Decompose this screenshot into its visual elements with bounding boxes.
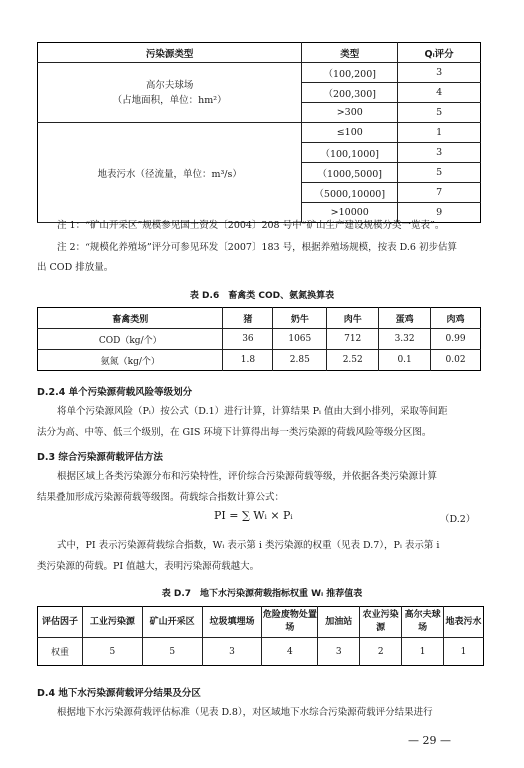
table-row <box>38 329 481 350</box>
header-cell: 矿山开采区 <box>142 607 202 638</box>
header-cell: 评估因子 <box>38 607 83 638</box>
score-cell: 3 <box>398 143 481 163</box>
header-cell: 肉牛 <box>327 308 379 329</box>
score-cell: 5 <box>398 103 481 123</box>
header-cell: 危险废物处置场 <box>262 607 318 638</box>
value-cell: 0.99 <box>431 329 481 350</box>
section-heading-d4: D.4 地下水污染源荷载评分结果及分区 <box>37 688 201 699</box>
value-cell: 0.1 <box>379 350 431 371</box>
row-label: COD（kg/个） <box>38 329 223 350</box>
paragraph-d3-line-2: 结果叠加形成污染源荷载等级图。荷载综合指数计算公式： <box>37 492 285 503</box>
value-cell: 3 <box>202 638 262 666</box>
table-row <box>38 63 481 83</box>
pollution-source-score-table <box>37 42 481 223</box>
paragraph-d24-line-1: 将单个污染源风险（Pᵢ）按公式（D.1）进行计算，计算结果 Pᵢ 值由大到小排列，采取等间距 <box>57 406 448 417</box>
header-cell: 农业污染源 <box>360 607 402 638</box>
row-label: 氨氮（kg/个） <box>38 350 223 371</box>
table-row <box>38 350 481 371</box>
table-header-row <box>38 607 484 638</box>
table-d6-caption: 表 D.6 畜禽类 COD、氨氮换算表 <box>189 291 335 301</box>
note-1: 注 1：“矿山开采区”规模参见国土资发〔2004〕208 号中“矿山生产建设规模分类一览表”。 <box>57 220 445 231</box>
score-cell: 3 <box>398 63 481 83</box>
group-surface-sewage: 地表污水（径流量，单位：m³/s） <box>38 123 302 223</box>
score-cell: 9 <box>398 203 481 223</box>
header-cell: 垃圾填埋场 <box>202 607 262 638</box>
value-cell: 712 <box>327 329 379 350</box>
value-cell: 3 <box>318 638 360 666</box>
value-cell: 1 <box>402 638 444 666</box>
header-cell: 畜禽类别 <box>38 308 223 329</box>
formula-number: （D.2） <box>440 514 476 525</box>
value-cell: 1 <box>444 638 484 666</box>
table-row <box>38 123 481 143</box>
value-cell: 36 <box>223 329 273 350</box>
score-cell: 1 <box>398 123 481 143</box>
note-2-line-1: 注 2：“规模化养殖场”评分可参见环发〔2007〕183 号，根据养殖场规模，按表 D.6 初步估算 <box>57 242 457 253</box>
value-cell: 4 <box>262 638 318 666</box>
type-cell: （1000,5000] <box>302 163 398 183</box>
value-cell: 2.52 <box>327 350 379 371</box>
paragraph-d24-line-2: 法分为高、中等、低三个级别，在 GIS 环境下计算得出每一类污染源的荷载风险等级分区图。 <box>37 427 432 438</box>
type-cell: （100,1000] <box>302 143 398 163</box>
type-cell: >10000 <box>302 203 398 223</box>
group-golf-course <box>38 63 302 123</box>
header-cell: 工业污染源 <box>82 607 142 638</box>
group-unit: （占地面积，单位：hm²） <box>112 94 227 106</box>
group-name: 高尔夫球场 <box>145 79 194 91</box>
note-2-line-2: 出 COD 排放量。 <box>37 262 114 273</box>
score-cell: 5 <box>398 163 481 183</box>
table-d7-caption: 表 D.7 地下水污染源荷载指标权重 Wᵢ 推荐值表 <box>161 589 363 599</box>
header-cell: 高尔夫球场 <box>402 607 444 638</box>
value-cell: 3.32 <box>379 329 431 350</box>
header-cell: 肉鸡 <box>431 308 481 329</box>
value-cell: 5 <box>142 638 202 666</box>
paragraph-formula-line-1: 式中，PI 表示污染源荷载综合指数，Wᵢ 表示第 i 类污染源的权重（见表 D.7），Pᵢ 表示第 i <box>57 540 440 551</box>
header-cell: 加油站 <box>318 607 360 638</box>
type-cell: （200,300] <box>302 83 398 103</box>
section-heading-d24: D.2.4 单个污染源荷载风险等级划分 <box>37 387 193 398</box>
header-cell: 地表污水 <box>444 607 484 638</box>
value-cell: 2.85 <box>273 350 327 371</box>
value-cell: 5 <box>82 638 142 666</box>
section-heading-d3: D.3 综合污染源荷载评估方法 <box>37 452 163 463</box>
row-label: 权重 <box>38 638 83 666</box>
table-header-row <box>38 43 481 63</box>
type-cell: （100,200] <box>302 63 398 83</box>
value-cell: 1065 <box>273 329 327 350</box>
paragraph-formula-line-2: 类污染源的荷载。PI 值越大，表明污染源荷载越大。 <box>37 561 260 572</box>
table-row <box>38 638 484 666</box>
header-cell: 猪 <box>223 308 273 329</box>
value-cell: 2 <box>360 638 402 666</box>
page-number: — 29 — <box>408 734 451 747</box>
value-cell: 0.02 <box>431 350 481 371</box>
score-cell: 4 <box>398 83 481 103</box>
header-source-type: 污染源类型 <box>38 43 302 63</box>
table-header-row <box>38 308 481 329</box>
header-cell: 奶牛 <box>273 308 327 329</box>
header-score: Qᵢ评分 <box>398 43 481 63</box>
value-cell: 1.8 <box>223 350 273 371</box>
type-cell: >300 <box>302 103 398 123</box>
type-cell: ≤100 <box>302 123 398 143</box>
formula-expression: PI = ∑ Wᵢ × Pᵢ <box>214 509 293 522</box>
paragraph-d4-line-1: 根据地下水污染源荷载评估标准（见表 D.8），对区域地下水综合污染源荷载评分结果进行 <box>57 707 433 718</box>
weight-recommendation-table <box>37 606 484 666</box>
paragraph-d3-line-1: 根据区域上各类污染源分布和污染特性，评价综合污染源荷载等级，并依据各类污染源计算 <box>57 471 438 482</box>
type-cell: （5000,10000] <box>302 183 398 203</box>
header-type: 类型 <box>302 43 398 63</box>
score-cell: 7 <box>398 183 481 203</box>
header-cell: 蛋鸡 <box>379 308 431 329</box>
livestock-conversion-table <box>37 307 481 371</box>
